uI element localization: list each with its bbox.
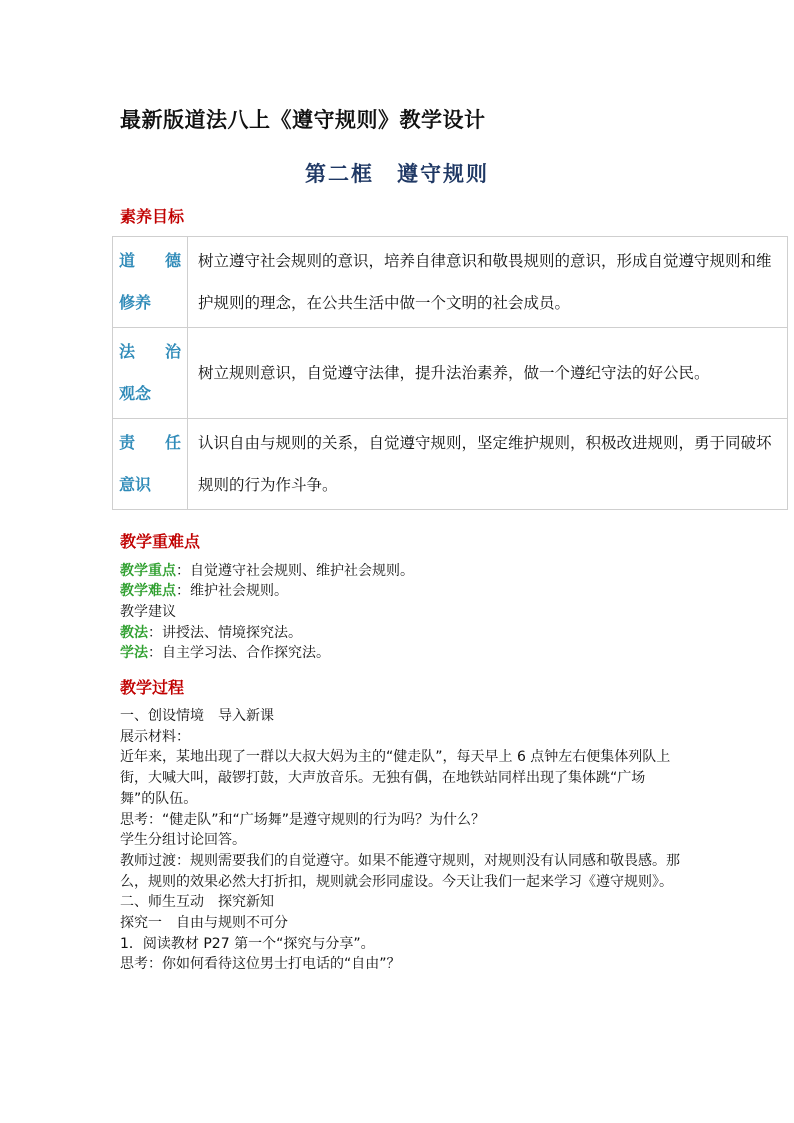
goals-row bbox=[113, 237, 788, 328]
goals-row-label: 责 任 意识 bbox=[113, 419, 188, 510]
focus-heading: 教学重难点 bbox=[120, 532, 201, 551]
difficult-point-label: 教学难点 bbox=[120, 583, 176, 599]
teaching-method-line bbox=[120, 624, 302, 643]
goals-row-text: 树立遵守社会规则的意识，培养自律意识和敬畏规则的意识，形成自觉遵守规则和维护规则的理念，在公共生活中做一个文明的社会成员。 bbox=[188, 237, 788, 328]
teaching-method-text: ：讲授法、情境探究法。 bbox=[148, 625, 302, 641]
process-heading: 教学过程 bbox=[120, 678, 185, 697]
learning-method-text: ：自主学习法、合作探究法。 bbox=[148, 645, 330, 661]
goals-row bbox=[113, 419, 788, 510]
process-body bbox=[120, 706, 680, 975]
process-line: 二、师生互动 探究新知 bbox=[120, 894, 274, 911]
goals-table bbox=[112, 236, 788, 510]
process-line: 一、创设情境 导入新课 bbox=[120, 708, 274, 724]
key-point-text: ：自觉遵守社会规则、维护社会规则。 bbox=[176, 563, 414, 579]
difficult-point-text: ：维护社会规则。 bbox=[176, 583, 288, 599]
process-line: 探究一 自由与规则不可分 bbox=[120, 915, 288, 932]
process-line: 思考：你如何看待这位男士打电话的“自由”？ bbox=[120, 956, 401, 973]
process-line: 1．阅读教材 P27 第一个“探究与分享”。 bbox=[120, 935, 375, 952]
process-line: 教师过渡：规则需要我们的自觉遵守。如果不能遵守规则，对规则没有认同感和敬畏感。那么，规则的效果必然大打折扣，规则就会形同虚设。今天让我们一起来学习《遵守规则》。 bbox=[120, 852, 680, 890]
goals-row-label: 道 德 修养 bbox=[113, 237, 188, 328]
process-line: 展示材料： bbox=[120, 728, 190, 745]
goals-row-label: 法 治 观念 bbox=[113, 328, 188, 419]
goals-heading: 素养目标 bbox=[120, 207, 185, 226]
goals-row bbox=[113, 328, 788, 419]
lesson-subtitle: 第二框 遵守规则 bbox=[305, 162, 489, 186]
learning-method-label: 学法 bbox=[120, 645, 148, 661]
key-point-line bbox=[120, 562, 414, 581]
learning-method-line bbox=[120, 644, 330, 663]
difficult-point-line bbox=[120, 582, 288, 601]
goals-row-text: 树立规则意识，自觉遵守法律，提升法治素养，做一个遵纪守法的好公民。 bbox=[188, 328, 788, 419]
document-title: 最新版道法八上《遵守规则》教学设计 bbox=[120, 108, 486, 132]
teaching-method-label: 教法 bbox=[120, 625, 148, 641]
goals-row-text: 认识自由与规则的关系，自觉遵守规则，坚定维护规则，积极改进规则，勇于同破坏规则的行为作斗争。 bbox=[188, 419, 788, 510]
process-line: 学生分组讨论回答。 bbox=[120, 832, 246, 849]
process-line: 思考：“健走队”和“广场舞”是遵守规则的行为吗？为什么？ bbox=[120, 811, 486, 828]
teaching-suggestion: 教学建议 bbox=[120, 604, 176, 620]
process-line: 近年来，某地出现了一群以大叔大妈为主的“健走队”，每天早上 6 点钟左右便集体列队上街，大喊大叫，敲锣打鼓，大声放音乐。无独有偶，在地铁站同样出现了集体跳“广场舞”的队伍。 bbox=[120, 749, 671, 807]
key-point-label: 教学重点 bbox=[120, 563, 176, 579]
